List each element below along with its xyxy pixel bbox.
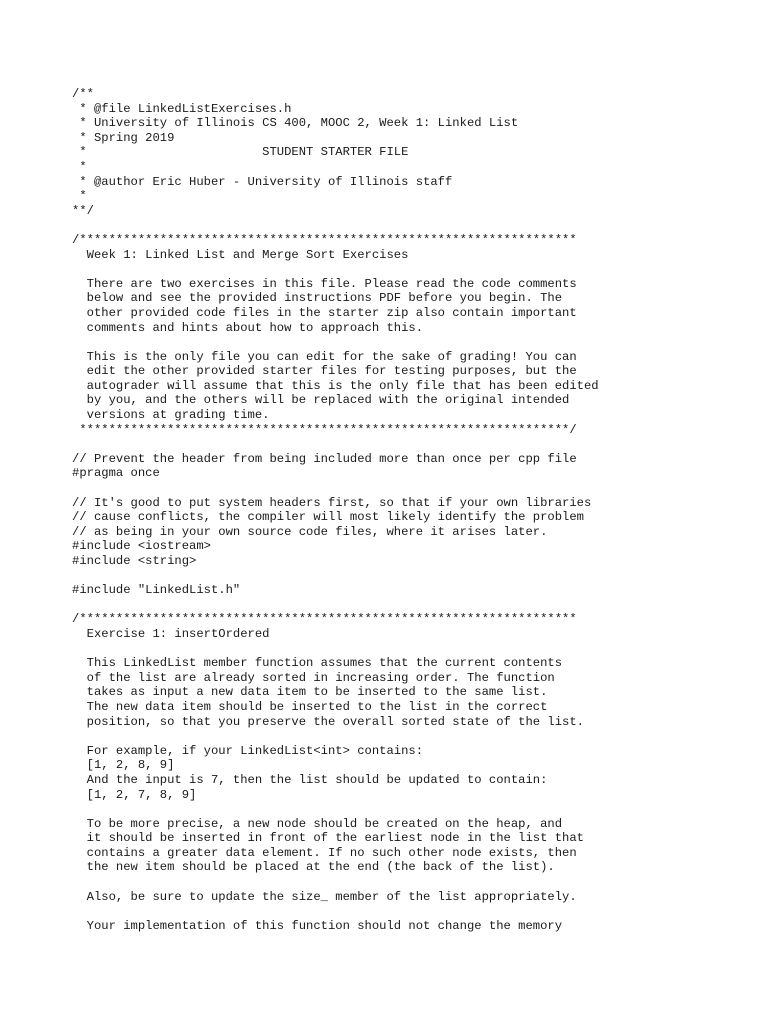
code-line: edit the other provided starter files for testing purposes, but the [72, 364, 577, 379]
code-line: by you, and the others will be replaced with the original intended [72, 393, 570, 408]
code-line: position, so that you preserve the overall sorted state of the list. [72, 714, 584, 729]
code-line: [1, 2, 7, 8, 9] [72, 787, 197, 802]
code-line: /******************************************************************** [72, 612, 577, 627]
code-line [72, 904, 599, 919]
code-line [72, 218, 599, 233]
code-line: The new data item should be inserted to the list in the correct [72, 699, 548, 714]
code-line: There are two exercises in this file. Please read the code comments [72, 276, 577, 291]
code-line: * [72, 189, 87, 204]
code-line [72, 875, 599, 890]
code-line: #include "LinkedList.h" [72, 583, 241, 598]
code-line: takes as input a new data item to be inserted to the same list. [72, 685, 548, 700]
code-line: comments and hints about how to approach this. [72, 320, 424, 335]
source-code-text [72, 87, 599, 933]
code-line: *******************************************************************/ [72, 422, 577, 437]
code-line [72, 335, 599, 350]
code-line [72, 481, 599, 496]
code-line [72, 569, 599, 584]
code-line: * Spring 2019 [72, 130, 175, 145]
code-line: * University of Illinois CS 400, MOOC 2, Week 1: Linked List [72, 116, 519, 131]
code-line: To be more precise, a new node should be created on the heap, and [72, 816, 563, 831]
code-line [72, 729, 599, 744]
code-line: #pragma once [72, 466, 160, 481]
code-line: #include <iostream> [72, 539, 211, 554]
code-line: Week 1: Linked List and Merge Sort Exercises [72, 247, 409, 262]
code-line: And the input is 7, then the list should be updated to contain: [72, 772, 548, 787]
code-line: * [72, 159, 87, 174]
code-line: * @file LinkedListExercises.h [72, 101, 292, 116]
code-line: #include <string> [72, 554, 197, 568]
code-line [72, 437, 599, 452]
code-line: This LinkedList member function assumes that the current contents [72, 656, 563, 671]
code-line: below and see the provided instructions PDF before you begin. The [72, 291, 563, 306]
code-line: * @author Eric Huber - University of Illinois staff [72, 174, 453, 189]
code-line: autograder will assume that this is the only file that has been edited [72, 378, 599, 393]
code-line [72, 598, 599, 613]
code-line: * STUDENT STARTER FILE [72, 145, 409, 160]
code-line: // cause conflicts, the compiler will most likely identify the problem [72, 510, 584, 525]
code-line: Also, be sure to update the size_ member of the list appropriately. [72, 889, 577, 904]
code-line: // as being in your own source code files, where it arises later. [72, 524, 548, 539]
code-line: **/ [72, 203, 94, 218]
code-line: // It's good to put system headers first, so that if your own libraries [72, 495, 592, 510]
code-line: /** [72, 87, 94, 101]
code-line: Your implementation of this function should not change the memory [72, 918, 563, 933]
code-line: the new item should be placed at the end (the back of the list). [72, 860, 555, 875]
code-line: For example, if your LinkedList<int> contains: [72, 743, 424, 758]
code-line: it should be inserted in front of the earliest node in the list that [72, 831, 584, 846]
code-line: versions at grading time. [72, 408, 270, 423]
code-line: /******************************************************************** [72, 232, 577, 247]
code-line: This is the only file you can edit for the sake of grading! You can [72, 349, 577, 364]
code-line: // Prevent the header from being included more than once per cpp file [72, 451, 577, 466]
code-line: other provided code files in the starter zip also contain important [72, 305, 577, 320]
code-line: contains a greater data element. If no such other node exists, then [72, 845, 577, 860]
code-line: of the list are already sorted in increasing order. The function [72, 670, 555, 685]
code-line [72, 642, 599, 657]
code-line: [1, 2, 8, 9] [72, 758, 175, 773]
code-line: Exercise 1: insertOrdered [72, 626, 270, 641]
code-line [72, 802, 599, 817]
code-line [72, 262, 599, 277]
